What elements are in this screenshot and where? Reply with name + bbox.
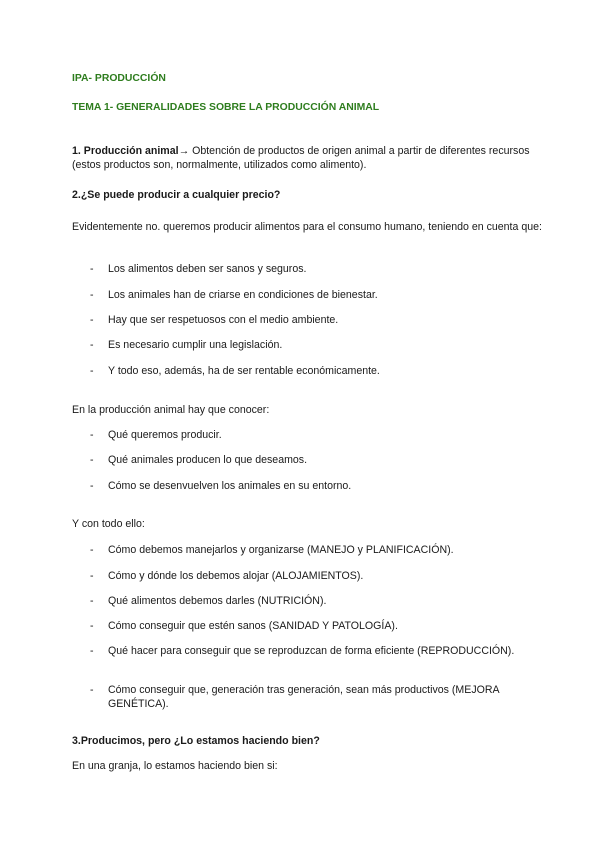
topic-title: TEMA 1- GENERALIDADES SOBRE LA PRODUCCIÓN ANIMAL <box>72 102 380 113</box>
section2-heading: 2.¿Se puede producir a cualquier precio? <box>72 189 281 201</box>
know-intro: En la producción animal hay que conocer: <box>72 404 270 416</box>
section1-term: 1. Producción animal <box>72 145 179 157</box>
subject-title: IPA- PRODUCCIÓN <box>72 73 166 84</box>
section1-definition: Obtención de productos de origen animal a partir de diferentes recursos (estos productos son, normalmente, utilizados como alimento). <box>72 145 530 171</box>
section1-paragraph <box>72 145 542 172</box>
with-intro: Y con todo ello: <box>72 518 145 530</box>
section3-intro: En una granja, lo estamos haciendo bien si: <box>72 760 278 772</box>
section2-intro: Evidentemente no. queremos producir alimentos para el consumo humano, teniendo en cuenta que: <box>72 221 542 233</box>
arrow-symbol: → <box>178 145 190 157</box>
section3-heading: 3.Producimos, pero ¿Lo estamos haciendo bien? <box>72 735 320 747</box>
